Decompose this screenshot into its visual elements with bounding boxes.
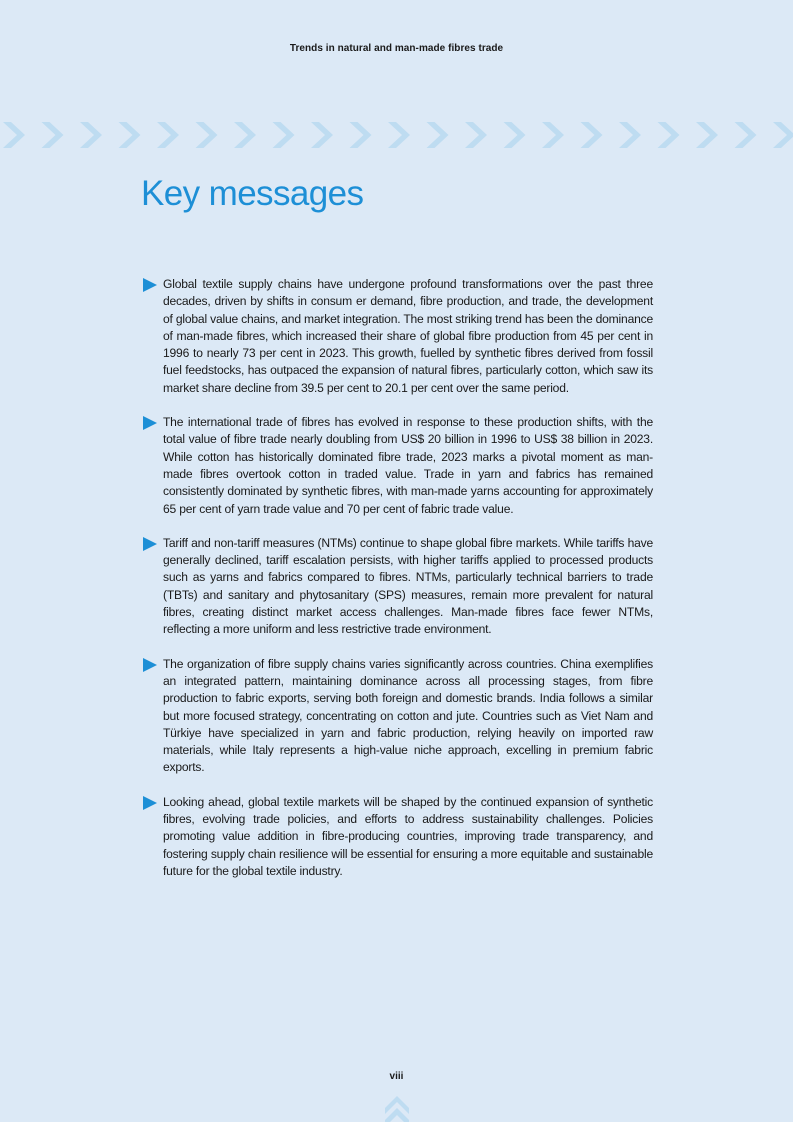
- triangle-right-icon: [143, 278, 157, 292]
- chevron-right-icon: [157, 122, 179, 148]
- page-number: viii: [389, 1071, 404, 1082]
- chevron-right-icon: [350, 122, 372, 148]
- message-text: Tariff and non-tariff measures (NTMs) continue to shape global fibre markets. While tariffs have generally declined, tariff escalation persists, with higher tariffs applied to processed products such as yarns and fabrics compared to fibres. NTMs, particularly technical barriers to trade (TBTs) and sanitary and phytosanitary (SPS) measures, remain more prevalent for natural fibres, creating distinct market access challenges. Man-made fibres face fewer NTMs, reflecting a more uniform and less restrictive trade environment.: [163, 535, 653, 637]
- message-item: [141, 414, 653, 518]
- chevron-right-icon: [427, 122, 449, 148]
- chevron-up-icon: [384, 1090, 410, 1122]
- message-text: The organization of fibre supply chains varies significantly across countries. China exemplifies an integrated pattern, maintaining dominance across all processing stages, from fibre production to fabric exports, serving both foreign and domestic brands. India follows a similar but more focused strategy, concentrating on cotton and jute. Countries such as Viet Nam and Türkiye have specialized in yarn and fabric production, relying heavily on imported raw materials, while Italy represents a high-value niche approach, excelling in premium fabric exports.: [163, 656, 653, 775]
- chevron-right-icon: [80, 122, 102, 148]
- message-text: Looking ahead, global textile markets will be shaped by the continued expansion of synthetic fibres, evolving trade policies, and efforts to address sustainability challenges. Policies promoting value addition in fibre-producing countries, improving trade transparency, and fostering supply chain resilience will be essential for ensuring a more equitable and sustainable future for the global textile industry.: [163, 794, 653, 878]
- key-messages-list: [141, 276, 653, 897]
- message-item: [141, 794, 653, 880]
- chevron-right-icon: [311, 122, 333, 148]
- chevron-right-icon: [196, 122, 218, 148]
- triangle-right-icon: [143, 658, 157, 672]
- chevron-right-icon: [388, 122, 410, 148]
- chevron-right-icon: [619, 122, 641, 148]
- message-text: Global textile supply chains have undergone profound transformations over the past three decades, driven by shifts in consum er demand, fibre production, and trade, the development of global value chains, and market integration. The most striking trend has been the dominance of man-made fibres, which increased their share of global fibre production from 45 per cent in 1996 to nearly 73 per cent in 2023. This growth, fuelled by synthetic fibres derived from fossil fuel feedstocks, has outpaced the expansion of natural fibres, particularly cotton, which saw its market share decline from 39.5 per cent to 20.1 per cent over the same period.: [163, 277, 653, 395]
- chevron-right-icon: [119, 122, 141, 148]
- chevron-right-icon: [465, 122, 487, 148]
- chevron-right-icon: [542, 122, 564, 148]
- chevron-right-icon: [581, 122, 603, 148]
- chevron-right-icon: [234, 122, 256, 148]
- triangle-right-icon: [143, 537, 157, 551]
- chevron-right-icon: [273, 122, 295, 148]
- page-title: Key messages: [141, 174, 364, 213]
- chevron-right-icon: [735, 122, 757, 148]
- chevron-right-icon: [3, 122, 25, 148]
- chevron-right-icon: [696, 122, 718, 148]
- running-header: Trends in natural and man-made fibres trade: [289, 43, 504, 54]
- chevron-right-icon: [773, 122, 793, 148]
- triangle-right-icon: [143, 796, 157, 810]
- triangle-right-icon: [143, 416, 157, 430]
- message-item: [141, 276, 653, 397]
- chevron-right-icon: [504, 122, 526, 148]
- message-item: [141, 656, 653, 777]
- chevron-right-icon: [42, 122, 64, 148]
- chevron-right-icon: [658, 122, 680, 148]
- chevron-band: [0, 120, 793, 150]
- message-text: The international trade of fibres has evolved in response to these production shifts, with the total value of fibre trade nearly doubling from US$ 20 billion in 1996 to US$ 38 billion in 2023. While cotton has historically dominated fibre trade, 2023 marks a pivotal moment as man-made fibres overtook cotton in traded value. Trade in yarn and fabrics has remained consistently dominated by synthetic fibres, with man-made yarns accounting for approximately 65 per cent of yarn trade value and 70 per cent of fabric trade value.: [163, 415, 653, 516]
- message-item: [141, 535, 653, 639]
